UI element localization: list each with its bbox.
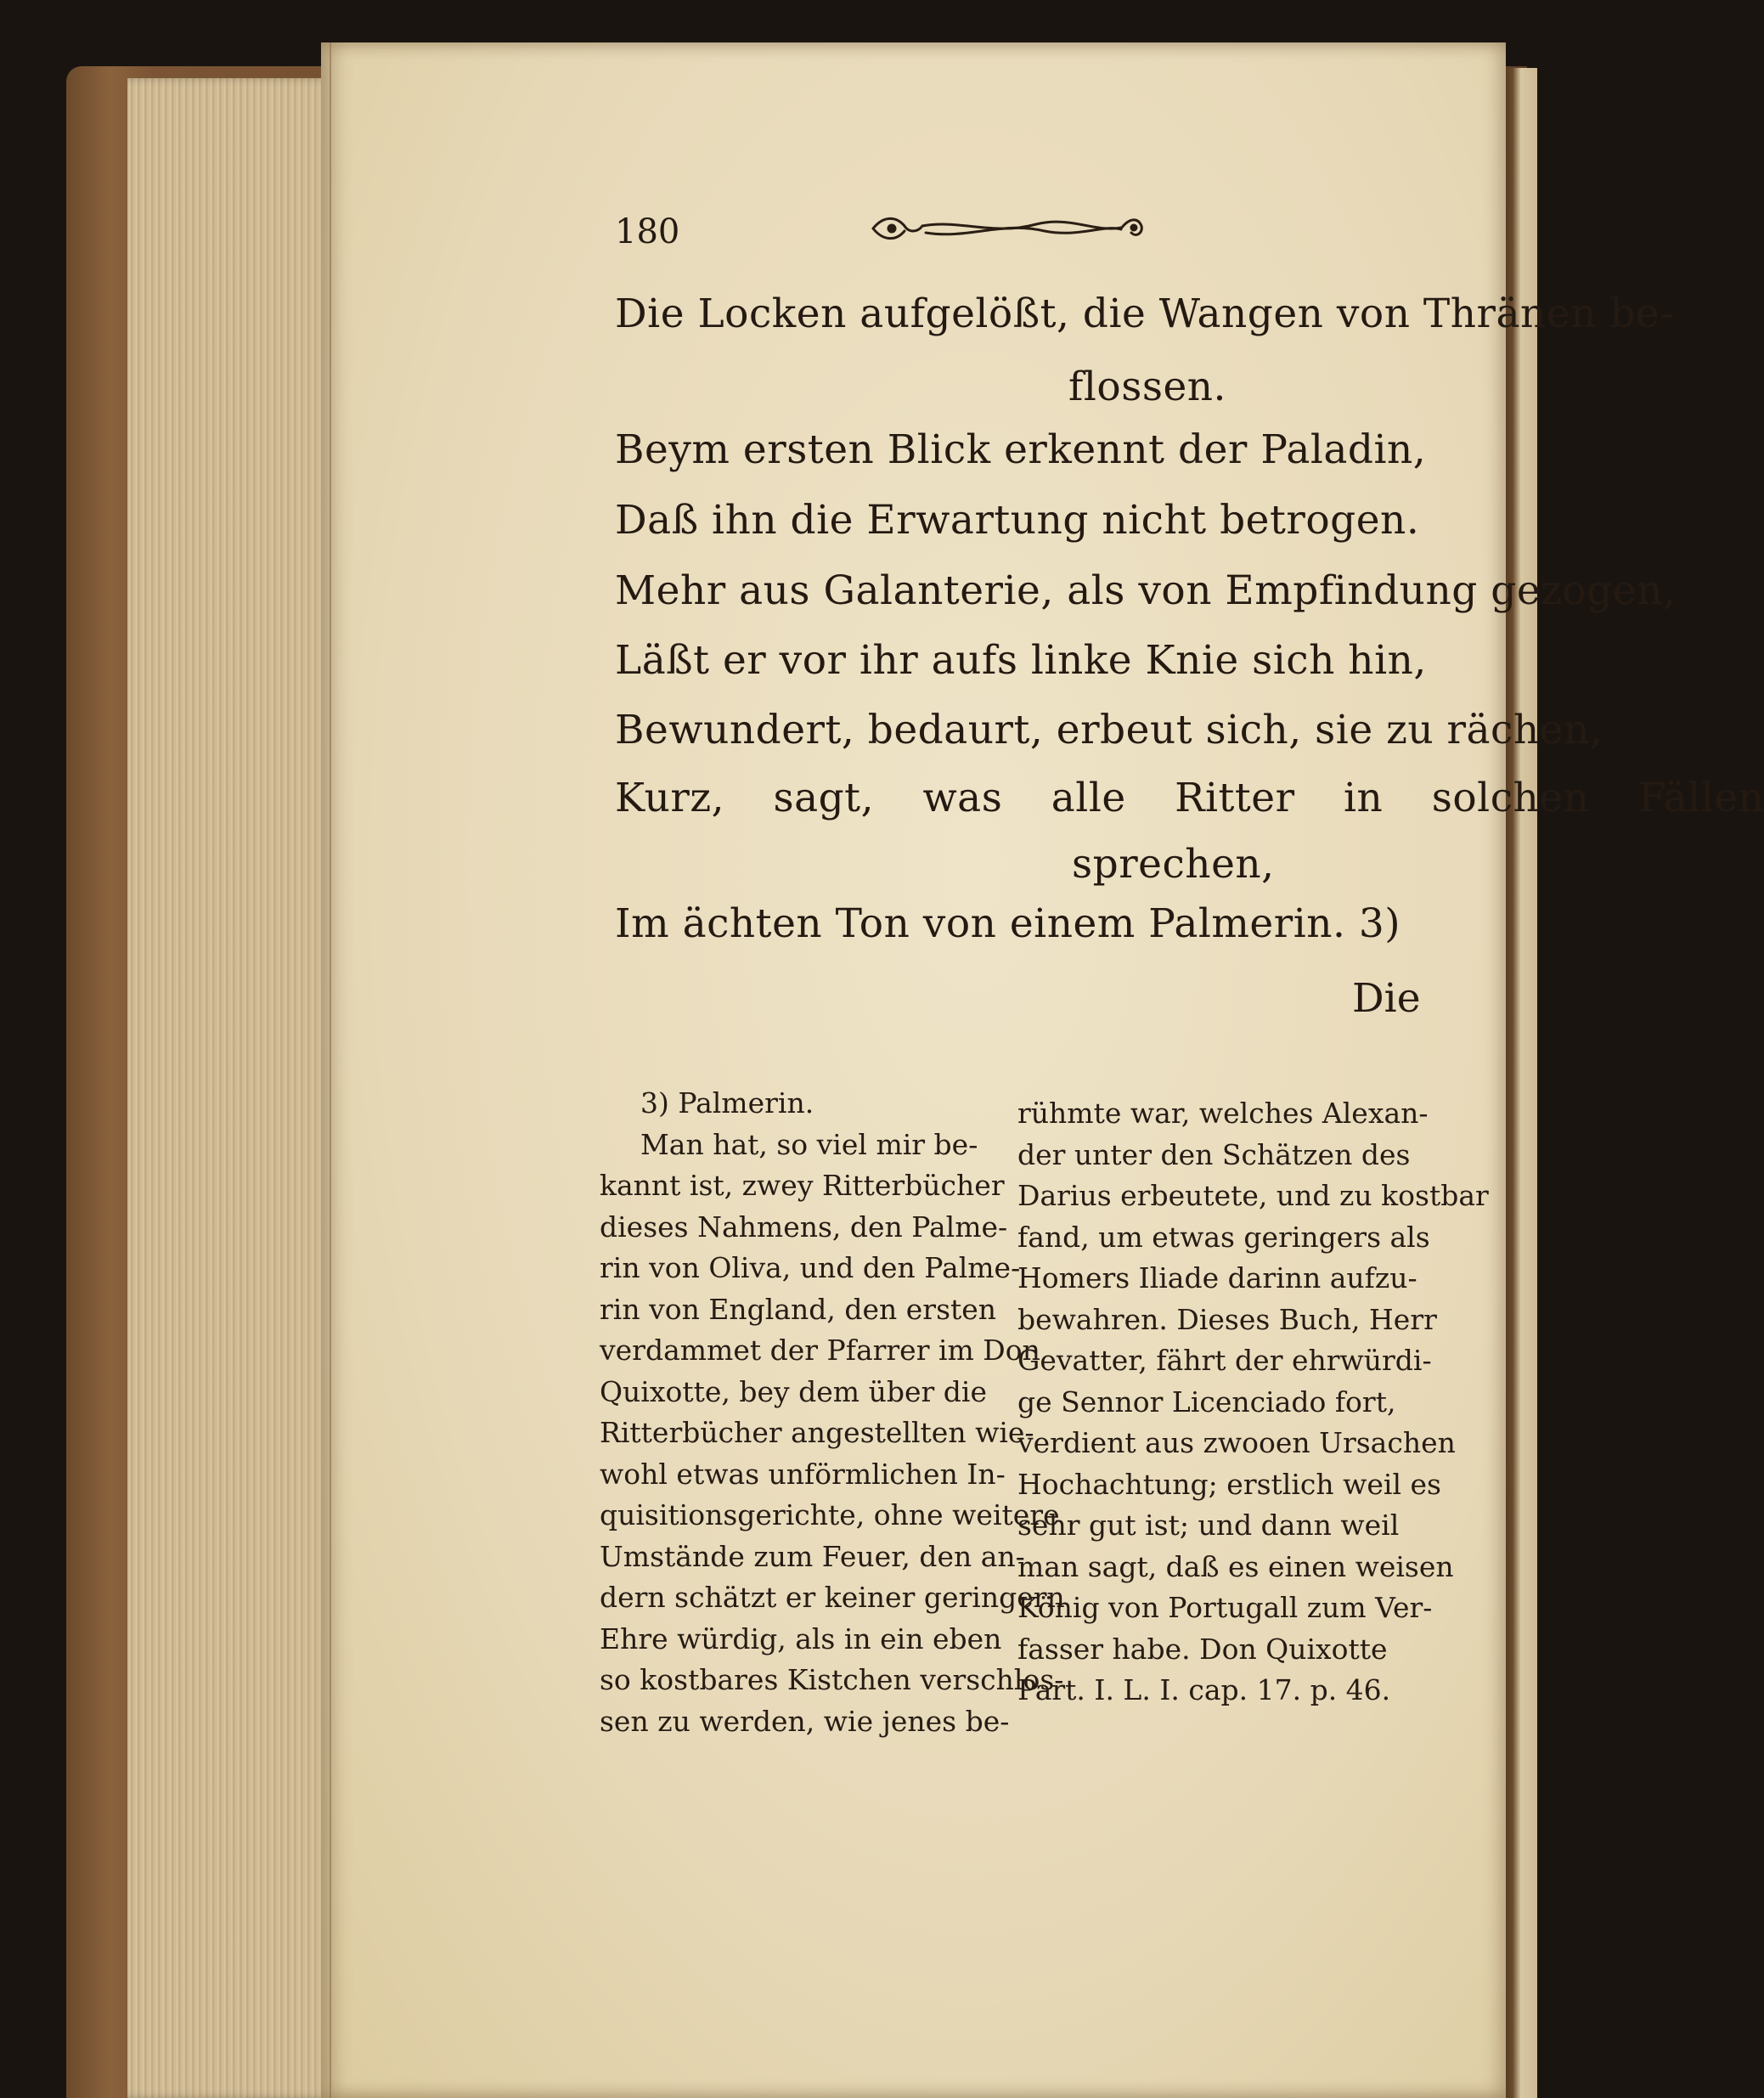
footnote-line: der unter den Schätzen des — [1017, 1137, 1411, 1171]
verse-line: Bewundert, bedaurt, erbeut sich, sie zu rächen, — [615, 707, 1603, 753]
footnote-line: Ritterbücher angestellten wie- — [600, 1416, 1034, 1449]
footnote-line: Ehre würdig, als in ein eben — [600, 1621, 1002, 1655]
footnote-line: ge Sennor Licenciado fort, — [1017, 1385, 1396, 1418]
footnote-line: fand, um etwas geringers als — [1017, 1220, 1430, 1254]
footnote-line: dieses Nahmens, den Palme- — [600, 1210, 1008, 1244]
footnote-line: rin von England, den ersten — [600, 1292, 997, 1326]
footnote-line: Man hat, so viel mir be- — [640, 1127, 978, 1161]
footnote-line: sehr gut ist; und dann weil — [1017, 1509, 1400, 1542]
footnote-line: Darius erbeutete, und zu kostbar — [1017, 1179, 1489, 1212]
footnote-line: Hochachtung; erstlich weil es — [1017, 1467, 1441, 1501]
verse-line: Daß ihn die Erwartung nicht betrogen. — [615, 497, 1420, 544]
verse-line: Im ächten Ton von einem Palmerin. 3) — [615, 900, 1401, 947]
page-number: 180 — [615, 212, 680, 251]
verse-line: Mehr aus Galanterie, als von Empfindung gezogen, — [615, 567, 1677, 614]
footnote-line: fasser habe. Don Quixotte — [1017, 1632, 1388, 1666]
footnote-line: Homers Iliade darinn aufzu- — [1017, 1261, 1417, 1294]
footnote-line: verdient aus zwooen Ursachen — [1017, 1426, 1456, 1459]
footnote-line: bewahren. Dieses Buch, Herr — [1017, 1302, 1437, 1336]
footnote-column-right — [1017, 1093, 1489, 1712]
gutter-line — [330, 42, 331, 2098]
verse-line: flossen. — [1068, 364, 1226, 410]
footnote-line: Part. I. L. I. cap. 17. p. 46. — [1017, 1673, 1391, 1706]
footnote-line: rühmte war, welches Alexan- — [1017, 1097, 1429, 1130]
footnote-line: Umstände zum Feuer, den an- — [600, 1539, 1025, 1573]
footnote-line: dern schätzt er keiner geringern — [600, 1581, 1065, 1614]
catchword: Die — [1352, 975, 1421, 1022]
footnote-line: König von Portugall zum Ver- — [1017, 1591, 1433, 1624]
verse-line: sprechen, — [1072, 841, 1275, 888]
verse-line: Beym ersten Blick erkennt der Paladin, — [615, 426, 1427, 473]
ornament-icon — [866, 207, 1147, 250]
footnote-line: man sagt, daß es einen weisen — [1017, 1549, 1454, 1583]
footnote-line: wohl etwas unförmlichen In- — [600, 1457, 1006, 1491]
book-page — [321, 42, 1506, 2098]
footnote-line: rin von Oliva, und den Palme- — [600, 1251, 1021, 1284]
verse-line: Die Locken aufgelößt, die Wangen von Thränen be- — [615, 290, 1674, 337]
footnote-heading: 3) Palmerin. — [640, 1086, 814, 1119]
footnote-line: kannt ist, zwey Ritterbücher — [600, 1169, 1005, 1202]
footnote-line: so kostbares Kistchen verschlos- — [600, 1663, 1064, 1696]
footnote-column-left — [600, 1083, 1065, 1742]
footnote-line: Gevatter, fährt der ehrwürdi- — [1017, 1344, 1432, 1377]
verse-line: Läßt er vor ihr aufs linke Knie sich hin, — [615, 637, 1427, 684]
footnote-line: quisitionsgerichte, ohne weitere — [600, 1498, 1060, 1531]
page-block-edges — [127, 78, 331, 2098]
footnote-line: verdammet der Pfarrer im Don — [600, 1334, 1040, 1367]
footnote-line: sen zu werden, wie jenes be- — [600, 1704, 1010, 1738]
footnote-line: Quixotte, bey dem über die — [600, 1374, 987, 1408]
verse-line: Kurz, sagt, was alle Ritter in solchen Fällen — [615, 775, 1764, 821]
